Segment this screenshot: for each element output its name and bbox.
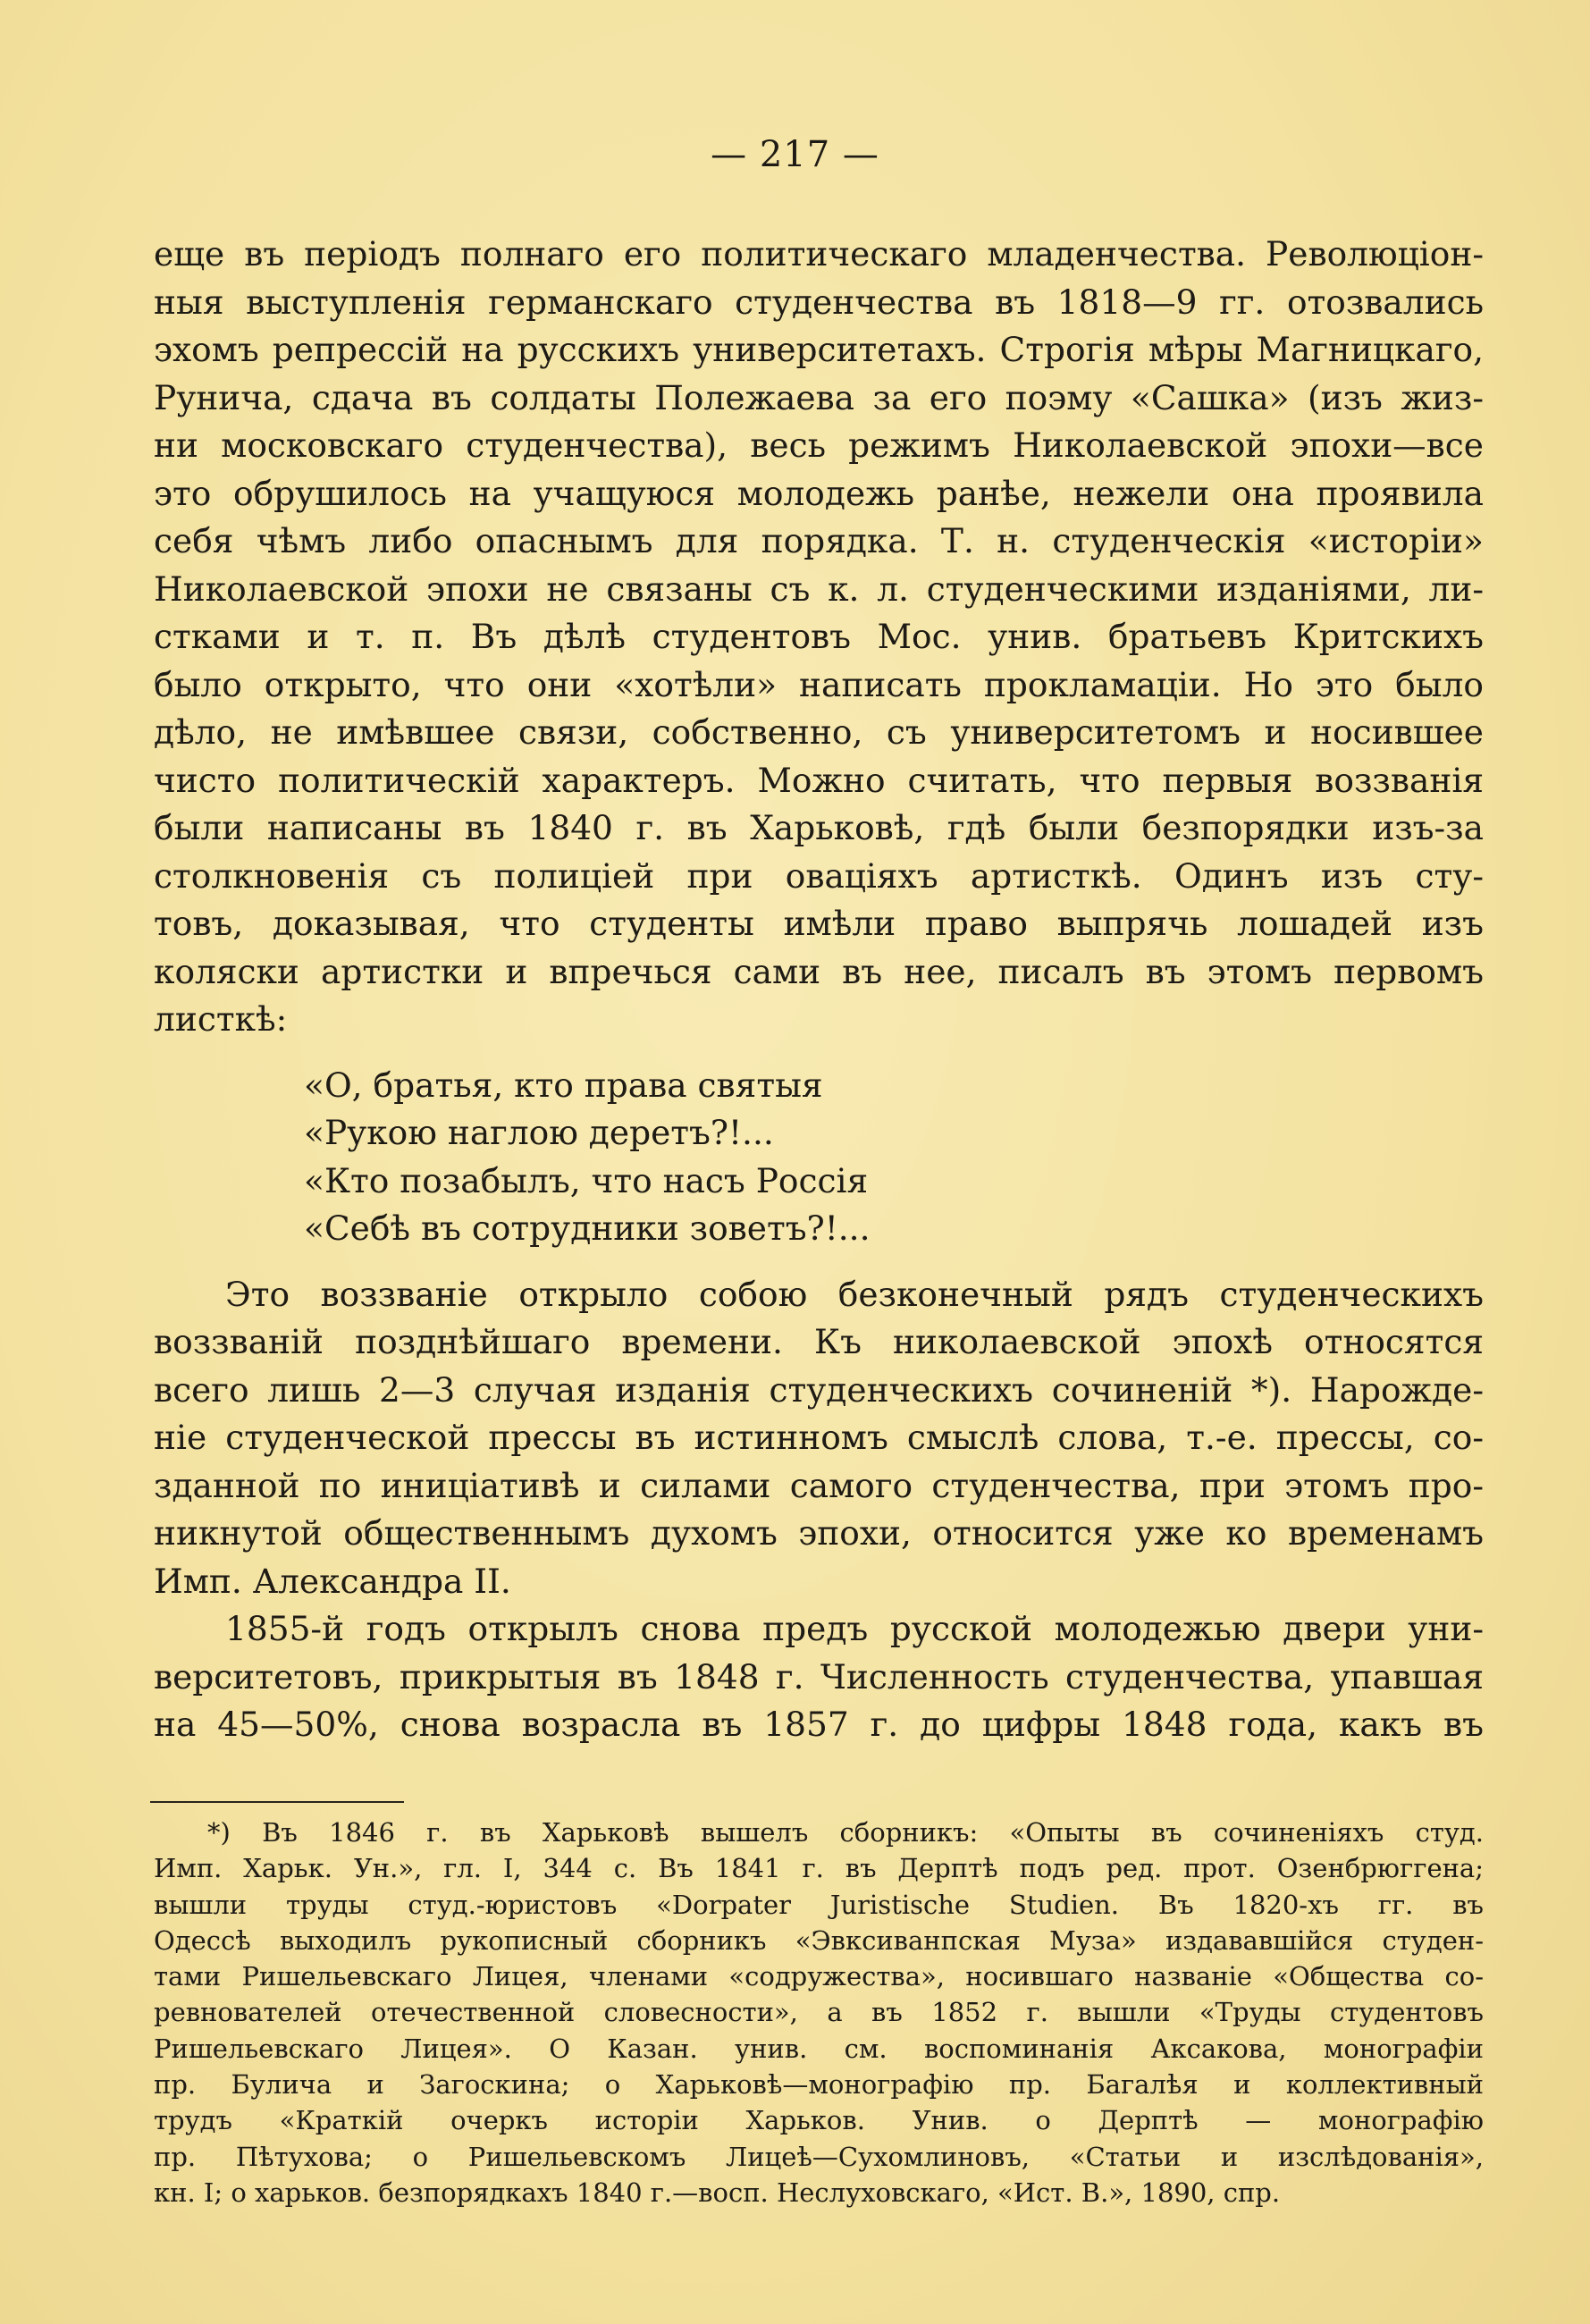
text-line: дѣло, не имѣвшее связи, собственно, съ университетомъ и носившее (154, 712, 1484, 752)
footnote-line: Ришельевскаго Лицея». О Казан. унив. см. воспоминанія Аксакова, монографіи (154, 2033, 1484, 2064)
paragraph-2 (154, 1271, 1484, 1606)
text-line: Это воззваніе открыло собою безконечный рядъ студенческихъ (225, 1274, 1484, 1314)
text-line: были написаны въ 1840 г. въ Харьковѣ, гдѣ были безпорядки изъ-за (154, 808, 1484, 847)
footnote-line: Одессѣ выходилъ рукописный сборникъ «Эвксиванпская Муза» издававшійся студен- (154, 1924, 1484, 1956)
text-line: это обрушилось на учащуюся молодежь ранѣе, нежели она проявила (154, 473, 1484, 513)
footnote-line: кн. I; о харьков. безпорядкахъ 1840 г.—восп. Неслуховскаго, «Ист. В.», 1890, спр. (154, 2177, 1281, 2208)
text-line: эхомъ репрессій на русскихъ университетахъ. Строгія мѣры Магницкаго, (154, 330, 1484, 369)
text-line: листкѣ: (154, 999, 288, 1039)
text-line: воззваній позднѣйшаго времени. Къ николаевской эпохѣ относятся (154, 1322, 1484, 1361)
poem-line: «Кто позабылъ, что насъ Россія (304, 1160, 869, 1200)
text-line: Имп. Александра II. (154, 1561, 511, 1601)
poem-line: «Себѣ въ сотрудники зоветъ?!... (304, 1208, 871, 1248)
text-line: Рунича, сдача въ солдаты Полежаева за его поэму «Сашка» (изъ жиз- (154, 377, 1484, 417)
footnote-line: ревнователей отечественной словесности», а въ 1852 г. вышли «Труды студентовъ (154, 1997, 1484, 2028)
text-line: ни московскаго студенчества), весь режимъ Николаевской эпохи—все (154, 425, 1484, 465)
text-line: ныя выступленія германскаго студенчества въ 1818—9 гг. отозвались (154, 282, 1484, 322)
footnote-line: *) Въ 1846 г. въ Харьковѣ вышелъ сборникъ: «Опыты въ сочиненіяхъ студ. (207, 1817, 1484, 1848)
poem-line: «О, братья, кто права святыя (304, 1065, 823, 1105)
text-line: коляски артистки и впречься сами въ нее, писалъ въ этомъ первомъ (154, 951, 1484, 991)
text-line: зданной по иниціативѣ и силами самого студенчества, при этомъ про- (154, 1465, 1484, 1505)
main-text (154, 231, 1484, 1749)
footnote-line: пр. Булича и Загоскина; о Харьковѣ—монографію пр. Багалѣя и коллективный (154, 2069, 1484, 2101)
poem-line: «Рукою наглою деретъ?!... (304, 1113, 774, 1152)
footnote-line: Имп. Харьк. Ун.», гл. I, 344 с. Въ 1841 г. въ Дерптѣ подъ ред. прот. Озенбрюггена; (154, 1853, 1484, 1884)
poem-quote (304, 1062, 1484, 1253)
footnote-line: трудъ «Краткій очеркъ исторіи Харьков. Унив. о Дерптѣ — монографію (154, 2105, 1484, 2136)
text-line: было открыто, что они «хотѣли» написать прокламаціи. Но это было (154, 664, 1484, 704)
footnote (154, 1815, 1484, 2210)
text-line: еще въ періодъ полнаго его политическаго младенчества. Революціон- (154, 234, 1484, 274)
text-line: товъ, доказывая, что студенты имѣли право выпрячь лошадей изъ (154, 904, 1484, 943)
footnote-separator (150, 1801, 404, 1803)
footnote-line: вышли труды студ.-юристовъ «Dorpater Juristische Studien. Въ 1820-хъ гг. въ (154, 1889, 1484, 1920)
paragraph-1 (154, 231, 1484, 1044)
text-line: ніе студенческой прессы въ истинномъ смыслѣ слова, т.-е. прессы, со- (154, 1418, 1484, 1457)
text-line: стками и т. п. Въ дѣлѣ студентовъ Мос. унив. братьевъ Критскихъ (154, 617, 1484, 656)
footnote-line: тами Ришельевскаго Лицея, членами «содружества», носившаго названіе «Общества со- (154, 1961, 1484, 1992)
text-line: себя чѣмъ либо опаснымъ для порядка. Т. н. студенческія «исторіи» (154, 521, 1484, 560)
footnote-line: пр. Пѣтухова; о Ришельевскомъ Лицеѣ—Сухомлиновъ, «Статьи и изслѣдованія», (154, 2141, 1484, 2172)
text-line: никнутой общественнымъ духомъ эпохи, относится уже ко временамъ (154, 1513, 1484, 1553)
paragraph-3 (154, 1605, 1484, 1749)
text-line: чисто политическій характеръ. Можно считать, что первыя воззванія (154, 760, 1484, 800)
page-number: — 217 — (711, 134, 879, 175)
text-line: верситетовъ, прикрытыя въ 1848 г. Численность студенчества, упавшая (154, 1656, 1484, 1697)
text-line: Николаевской эпохи не связаны съ к. л. студенческими изданіями, ли- (154, 568, 1484, 609)
text-line: на 45—50%, снова возрасла въ 1857 г. до цифры 1848 года, какъ въ (154, 1705, 1484, 1744)
text-line: всего лишь 2—3 случая изданія студенческихъ сочиненій *). Нарожде- (154, 1369, 1484, 1410)
text-line: столкновенія съ полиціей при оваціяхъ артисткѣ. Одинъ изъ сту- (154, 855, 1484, 896)
text-line: 1855-й годъ открылъ снова предъ русской молодежью двери уни- (225, 1609, 1484, 1648)
